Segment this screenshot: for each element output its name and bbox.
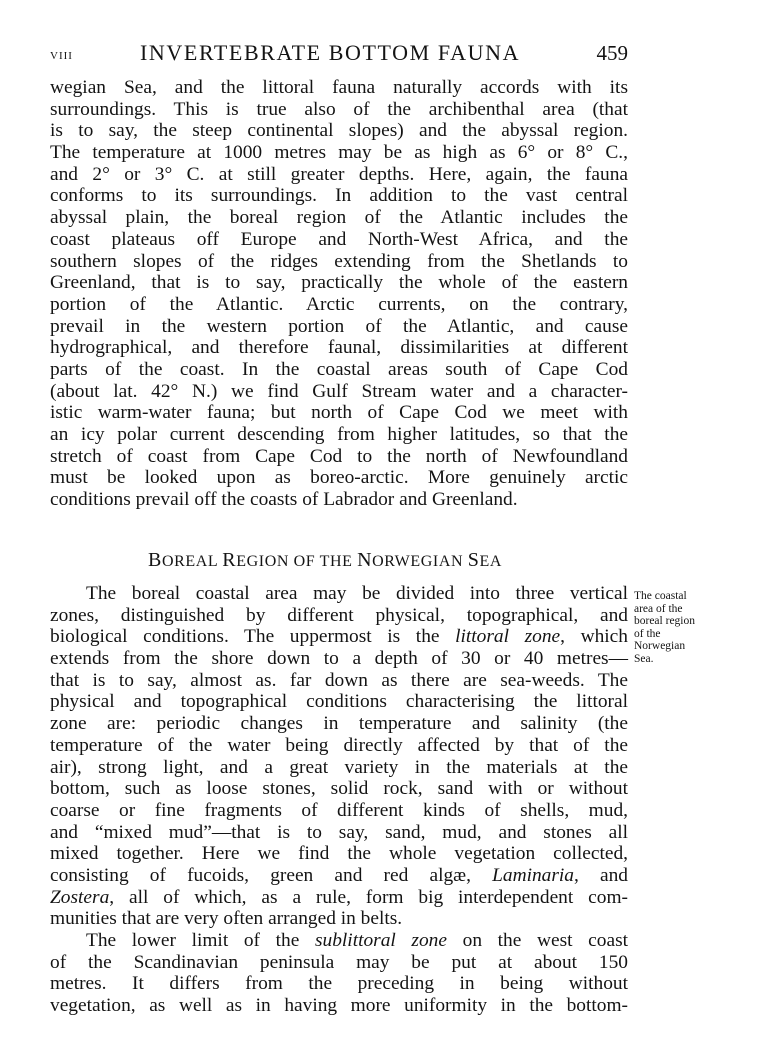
running-title: INVERTEBRATE BOTTOM FAUNA [140,40,521,65]
text-line [50,865,628,887]
text-line: an icy polar current descending from higher latitudes, so that the [50,424,628,445]
text-line [50,626,628,648]
text-line: (about lat. 42° N.) we find Gulf Stream water and a character- [50,380,628,402]
text-line: munities that are very often arranged in belts. [50,908,403,930]
text-line: mixed together. Here we find the whole vegetation collected, [50,843,628,865]
running-head [50,40,628,74]
text-line: physical and topographical conditions characterising the littoral [50,691,628,713]
heading-text: OREAL [161,553,218,570]
text-run: , which [560,626,628,648]
heading-text: ORWEGIAN [372,553,464,570]
text-line: bottom, such as loose stones, solid rock, sand with or without [50,778,628,800]
text-line: portion of the Atlantic. Arctic currents, on the contrary, [50,293,628,315]
text-line: is to say, the steep continental slopes) and the abyssal region. [50,120,628,142]
margin-note-line: Sea. [634,652,654,665]
section-heading [148,549,568,572]
text-run: on the west coast [446,930,629,951]
text-line: conforms to its surroundings. In addition to the vast central [50,185,628,207]
italic-term: littoral zone [455,626,561,648]
text-line: prevail in the western portion of the Atlantic, and cause [50,315,628,337]
text-run: consisting of fucoids, green and red algæ, [50,864,493,886]
text-line: surroundings. This is true also of the archibenthal area (that [50,98,628,120]
text-run: , all of which, as a rule, form big interdependent com- [109,886,628,908]
heading-initial: S [467,549,480,571]
text-run: The lower limit of the [86,930,315,951]
text-line: southern slopes of the ridges extending from the Shetlands to [50,250,628,272]
text-line: of the Scandinavian peninsula may be put at about 150 [50,951,628,973]
text-line: that is to say, almost as. far down as there are sea-weeds. The [50,669,628,691]
chapter-number: VIII [50,50,73,62]
text-line: zone are: periodic changes in temperature and salinity (the [50,713,628,735]
text-line: The boreal coastal area may be divided into three vertical [86,583,628,604]
text-line: coarse or fine fragments of different kinds of shells, mud, [50,799,628,821]
heading-initial: N [357,549,373,571]
heading-initial: B [148,549,162,571]
margin-note-line: The coastal [634,590,687,602]
margin-note [634,590,724,666]
text-line: The temperature at 1000 metres may be as high as 6° or 8° C., [50,142,628,164]
text-line: stretch of coast from Cape Cod to the north of Newfoundland [50,445,628,467]
paragraph-continued [50,77,628,511]
italic-term: Laminaria [492,864,574,886]
margin-note-line: Norwegian [634,640,686,653]
text-line: and 2° or 3° C. at still greater depths. Here, again, the fauna [50,163,628,185]
text-line: abyssal plain, the boreal region of the Atlantic includes the [50,207,628,229]
text-line: extends from the shore down to a depth of 30 or 40 metres— [50,648,628,670]
text-line: wegian Sea, and the littoral fauna naturally accords with its [50,77,628,98]
heading-text: EGION OF THE [236,553,353,570]
text-line: air), strong light, and a great variety in the materials at the [50,756,628,778]
text-run: biological conditions. The uppermost is the [50,626,456,648]
heading-initial: R [222,549,237,571]
text-line: parts of the coast. In the coastal areas south of Cape Cod [50,358,628,380]
heading-text: EA [479,553,503,570]
text-line: coast plateaus off Europe and North-West Africa, and the [50,228,628,250]
margin-note-line: of the [634,627,661,640]
text-line [50,887,628,909]
italic-term: sublittoral zone [314,930,447,951]
text-line: istic warm-water fauna; but north of Cape Cod we meet with [50,402,628,424]
text-run: , and [573,864,628,886]
section-body [50,583,628,1017]
text-line: and “mixed mud”—that is to say, sand, mud, and stones all [50,821,628,843]
italic-term: Zostera [50,886,110,908]
margin-note-line: area of the [634,602,683,615]
text-line: zones, distinguished by different physical, topographical, and [50,604,628,626]
text-line: Greenland, that is to say, practically the whole of the eastern [50,272,628,294]
text-line: temperature of the water being directly affected by that of the [50,734,628,756]
text-line: metres. It differs from the preceding in being without [50,973,628,995]
page-number: 459 [596,41,628,65]
text-line: must be looked upon as boreo-arctic. More genuinely arctic [50,467,628,489]
text-line: conditions prevail off the coasts of Labrador and Greenland. [50,489,518,511]
text-line: vegetation, as well as in having more uniformity in the bottom- [50,995,628,1017]
text-line [50,930,628,952]
text-line: hydrographical, and therefore faunal, dissimilarities at different [50,337,628,359]
margin-note-line: boreal region [634,615,695,628]
